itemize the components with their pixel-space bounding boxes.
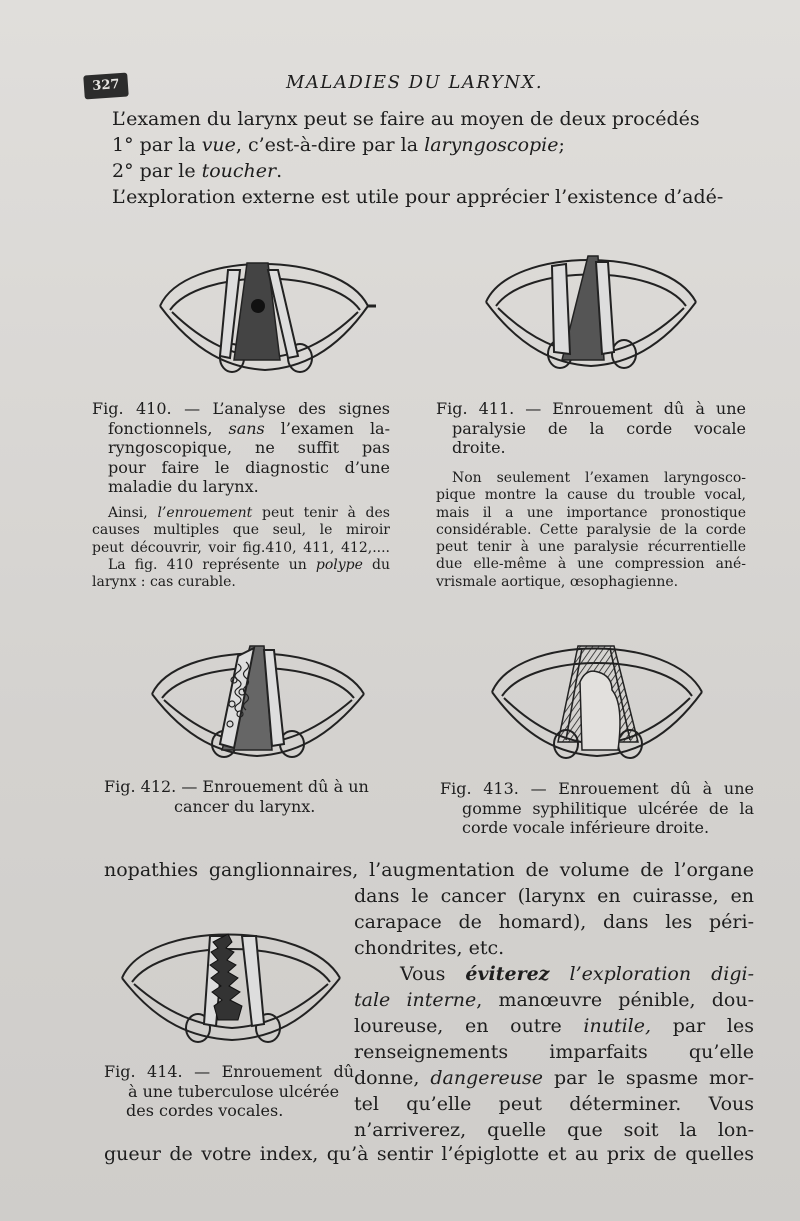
figure-414-caption: Fig. 414. — Enrouement dû à une tuberculose ulcérée des cordes vocales.: [104, 1062, 354, 1120]
intro-line-3: 2° par le toucher.: [112, 160, 283, 182]
figure-412-drawing: [142, 622, 372, 772]
figure-412-caption: Fig. 412. — Enrouement dû à un cancer du larynx.: [104, 777, 369, 816]
figure-410-note: Ainsi, l’enrouement peut tenir à des causes multiples que seul, le miroir peut découvrir, voir fig.410, 411, 412,.... La fig. 410 représente un polype du larynx : cas curable.: [92, 505, 391, 591]
figure-411-caption: Fig. 411. — Enrouement dû à une paralysie de la corde vocale droite.: [436, 399, 746, 457]
intro-line-4: L’exploration externe est utile pour apprécier l’existence d’adé-: [112, 186, 724, 208]
text-last-line: gueur de votre index, qu’à sentir l’épiglotte et au prix de quelles: [104, 1143, 754, 1165]
text-line-1: nopathies ganglionnaires, l’augmentation de volume de l’organe: [104, 859, 754, 881]
text-column: dans le cancer (larynx en cuirasse, en carapace de homard), dans les péri- chondrites, etc. Vous éviterez l’exploration digi- tale interne, manœuvre pénible, dou- loureuse, en outre inutile, par les renseignements imparfaits qu’elle donne, dangereuse par le spasme mor- tel qu’elle peut déterminer. Vous n’arriverez, quelle que soit la lon-: [354, 885, 755, 1141]
intro-line-1: L’examen du larynx peut se faire au moyen de deux procédés: [112, 108, 700, 130]
figure-411-drawing: [476, 224, 706, 384]
figure-410-caption: Fig. 410. — L’analyse des signes fonctionnels, sans l’examen la- ryngoscopique, ne suffit pas pour faire le diagnostic d’une maladie du larynx.: [92, 399, 391, 496]
figure-413-drawing: [482, 612, 712, 772]
running-header: MALADIES DU LARYNX.: [286, 72, 544, 93]
intro-line-2: 1° par la vue, c’est-à-dire par la laryngoscopie;: [112, 134, 565, 156]
figure-410-drawing: [150, 228, 380, 388]
figure-413-caption: Fig. 413. — Enrouement dû à une gomme syphilitique ulcérée de la corde vocale inférieure droite.: [440, 779, 754, 837]
figure-414-drawing: [112, 894, 352, 1054]
page-number: 327: [83, 72, 129, 99]
figure-411-note: Non seulement l’examen laryngosco- pique montre la cause du trouble vocal, mais il a une importance pronostique considérable. Cette paralysie de la corde peut tenir à une paralysie récurrentielle due elle-même à une compression ané- vrismale aortique, œsophagienne.: [436, 470, 746, 590]
